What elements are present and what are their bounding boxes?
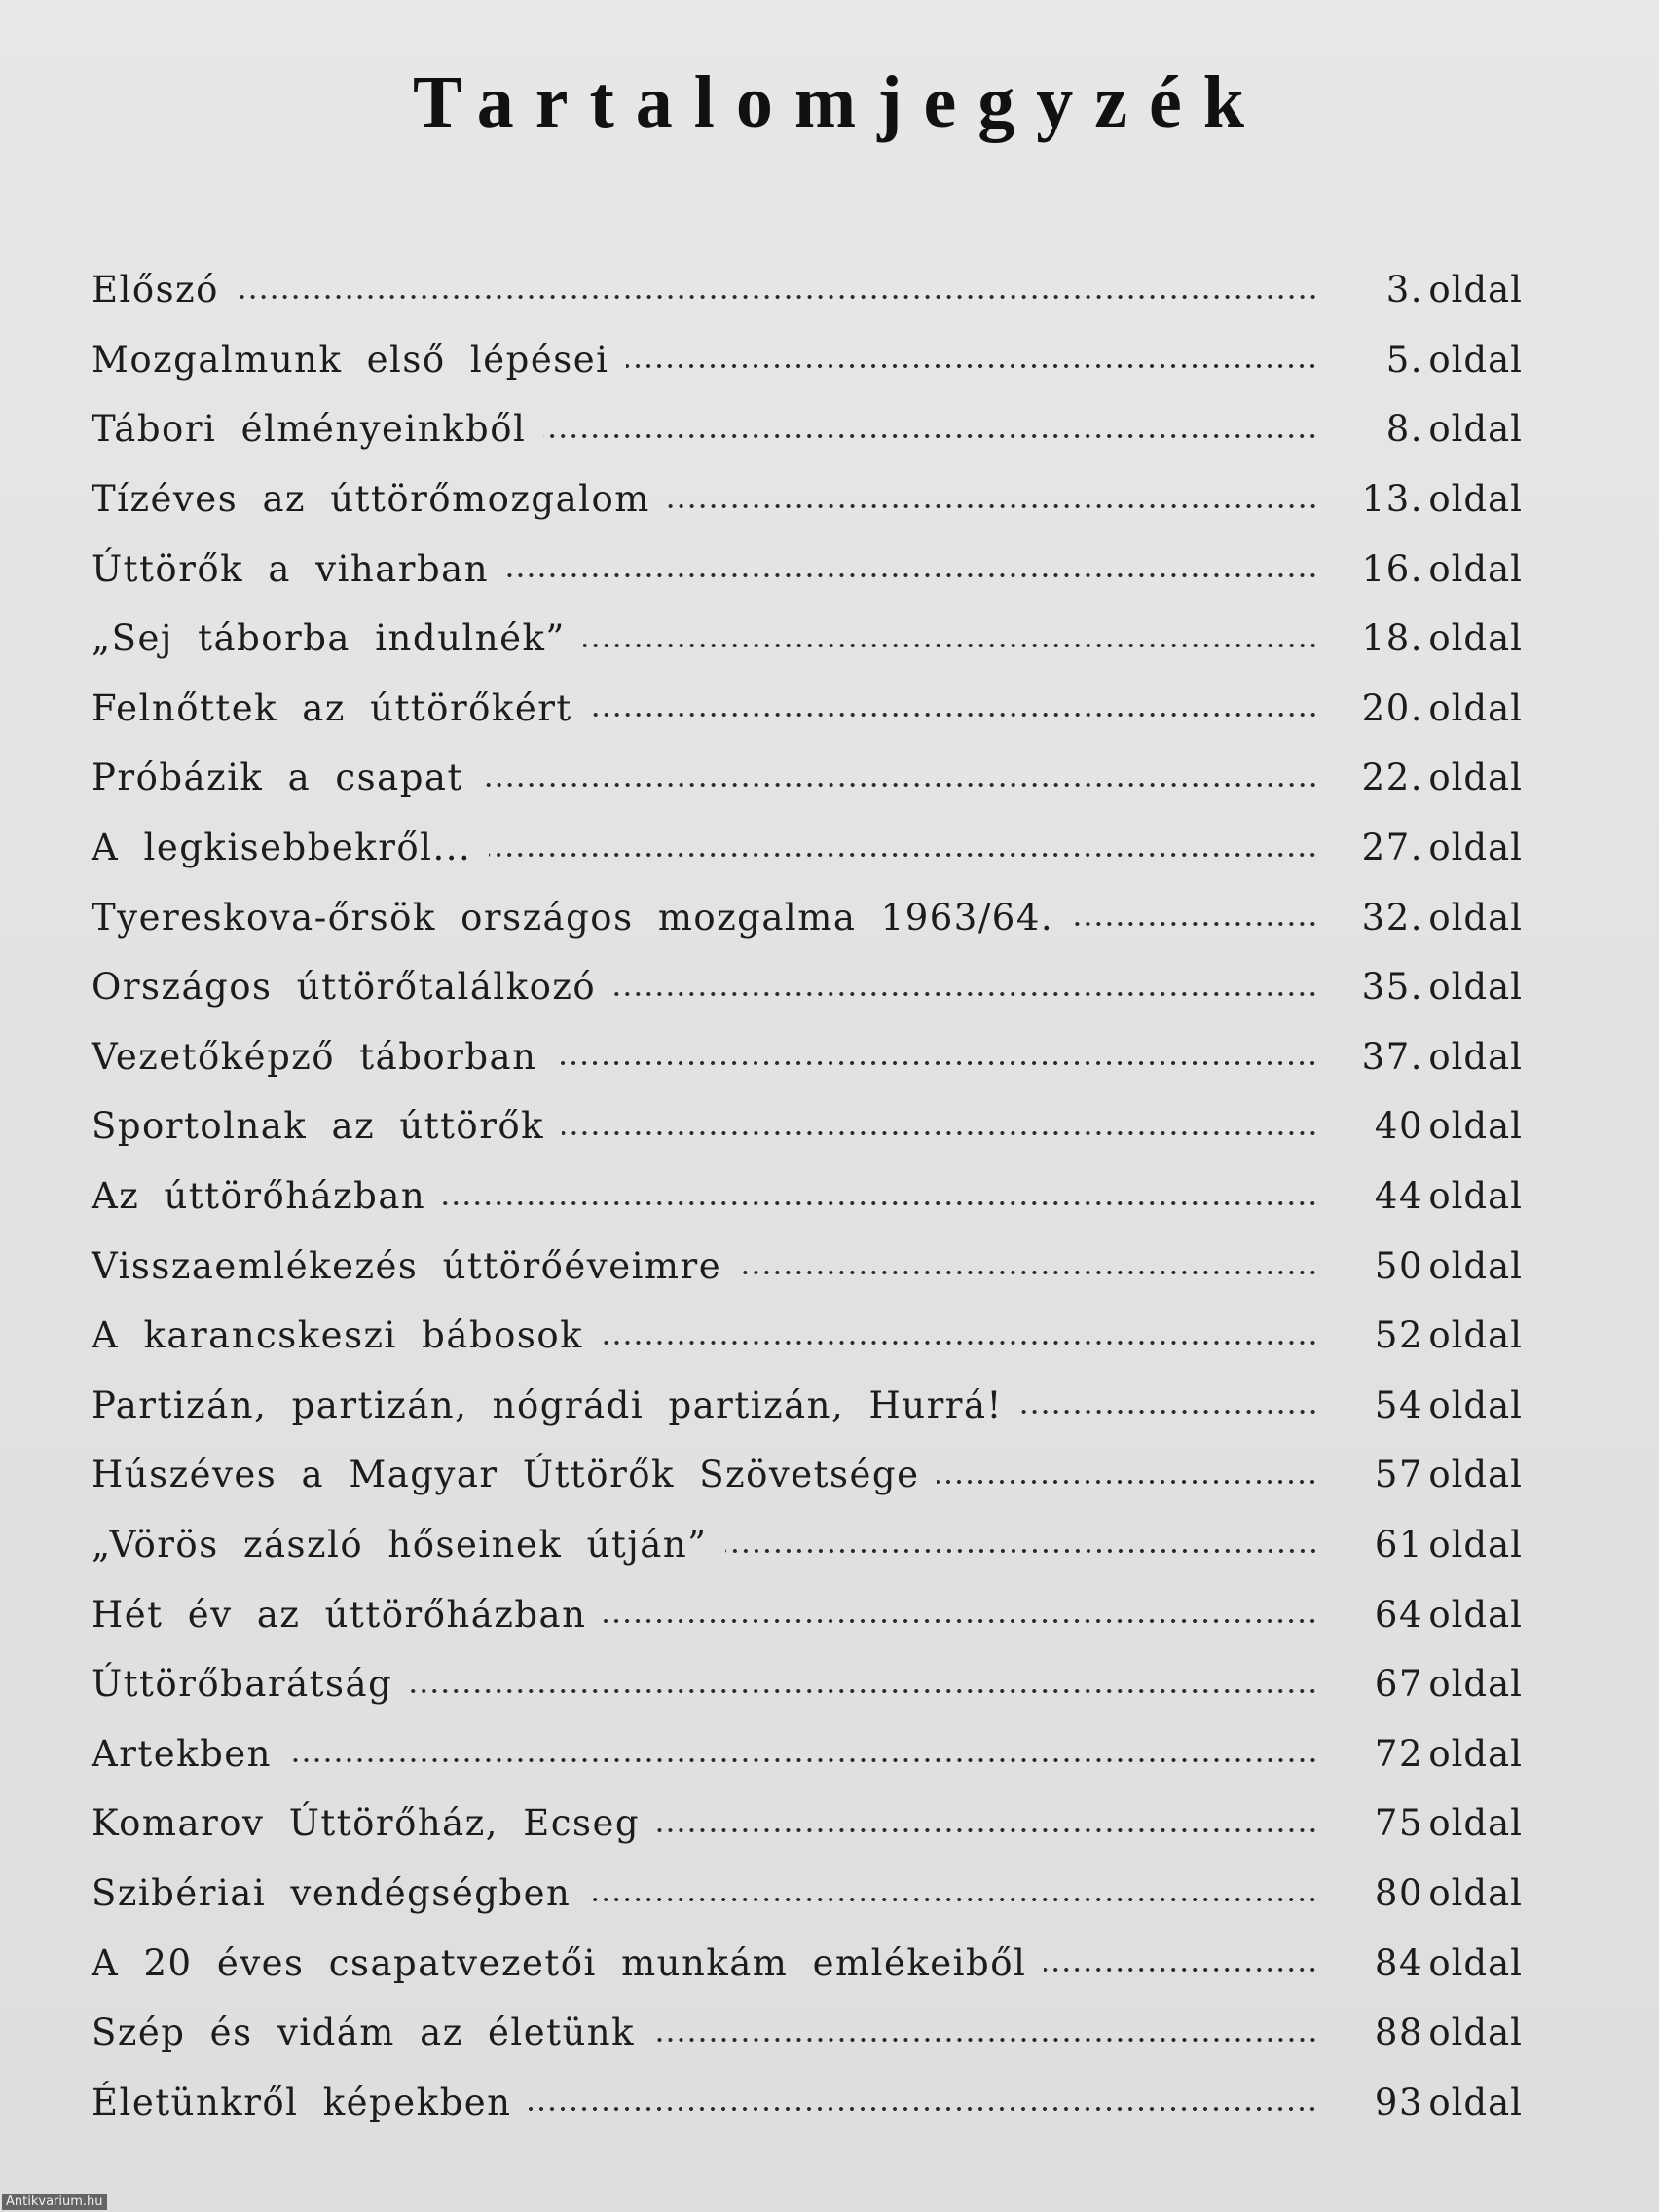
toc-entry-unit: oldal [1428,966,1523,1009]
toc-entry [92,882,1523,952]
toc-entry-title: Partizán, partizán, nógrádi partizán, Hurrá! [92,1383,1003,1426]
toc-entry-title: A karancskeszi bábosok [92,1314,584,1357]
toc-entry-title: Komarov Úttörőház, Ecseg [92,1802,641,1845]
dot-leader [529,2106,1318,2112]
toc-entry-unit: oldal [1428,1383,1523,1426]
toc-entry-page: 72 [1374,1732,1423,1775]
table-of-contents [92,255,1523,2137]
toc-entry-unit: oldal [1428,896,1523,939]
toc-entry-title: Artekben [92,1732,273,1775]
toc-entry-unit: oldal [1428,478,1523,521]
toc-entry-title: Életünkről képekben [92,2081,512,2123]
toc-entry-title: Szibériai vendégségben [92,1871,571,1914]
dot-leader [562,1130,1318,1136]
toc-entry-unit: oldal [1428,756,1523,799]
dot-leader [657,1827,1318,1833]
toc-entry-unit: oldal [1428,1454,1523,1496]
dot-leader [489,852,1318,858]
toc-entry-page: 18. [1361,617,1423,660]
toc-entry-title: Húszéves a Magyar Úttörők Szövetsége [92,1454,920,1496]
dot-leader [1044,1967,1318,1972]
toc-entry [92,1579,1523,1649]
toc-entry-title: Tyereskova-őrsök országos mozgalma 1963/64. [92,896,1054,939]
toc-entry-page: 52 [1374,1314,1423,1357]
toc-entry-title: Tábori élményeinkből [92,408,527,451]
toc-entry-page: 20. [1361,686,1423,729]
toc-entry-page: 57 [1374,1454,1423,1496]
toc-entry-unit: oldal [1428,1523,1523,1566]
toc-entry-title: Vezetőképző táborban [92,1035,537,1078]
toc-entry-title: Úttörők a viharban [92,547,490,590]
toc-entry [92,1859,1523,1929]
dot-leader [588,1897,1318,1902]
toc-entry-unit: oldal [1428,1105,1523,1148]
toc-entry [92,1928,1523,1998]
toc-entry [92,1788,1523,1859]
toc-entry [92,813,1523,883]
toc-entry [92,1161,1523,1232]
toc-entry-page: 5. [1385,338,1423,381]
toc-entry-title: Országos úttörőtalálkozó [92,966,597,1009]
toc-entry-title: „Sej táborba indulnék” [92,617,566,660]
toc-entry-page: 67 [1374,1663,1423,1706]
dot-leader [739,1270,1318,1275]
toc-entry [92,604,1523,674]
toc-entry-page: 75 [1374,1802,1423,1845]
toc-entry-title: Visszaemlékezés úttörőéveimre [92,1244,722,1287]
toc-entry-title: Felnőttek az úttörőkért [92,686,572,729]
dot-leader [237,294,1318,300]
toc-entry [92,1371,1523,1441]
toc-entry-title: Mozgalmunk első lépései [92,338,609,381]
toc-entry-page: 44 [1374,1175,1423,1218]
dot-leader [937,1479,1318,1485]
toc-entry-title: Az úttörőházban [92,1175,426,1218]
toc-entry-page: 16. [1361,547,1423,590]
toc-entry-title: Tízéves az úttörőmozgalom [92,478,650,521]
toc-entry-page: 61 [1374,1523,1423,1566]
dot-leader [668,503,1318,509]
dot-leader [543,433,1318,439]
toc-entry-unit: oldal [1428,269,1523,312]
toc-entry-unit: oldal [1428,686,1523,729]
toc-entry-page: 8. [1385,408,1423,451]
toc-entry [92,1231,1523,1301]
toc-entry-page: 84 [1374,1941,1423,1984]
dot-leader [1071,921,1318,927]
toc-entry-title: A legkisebbekről... [92,827,472,869]
toc-entry-page: 27. [1361,827,1423,869]
toc-entry [92,534,1523,604]
toc-entry-page: 35. [1361,966,1423,1009]
toc-entry [92,325,1523,395]
toc-entry-title: Előszó [92,269,219,312]
toc-entry-page: 13. [1361,478,1423,521]
toc-entry [92,674,1523,744]
dot-leader [583,643,1318,648]
toc-entry-title: Próbázik a csapat [92,756,463,799]
toc-entry-page: 3. [1385,269,1423,312]
toc-entry-page: 93 [1374,2081,1423,2123]
toc-entry-unit: oldal [1428,408,1523,451]
toc-entry-page: 54 [1374,1383,1423,1426]
toc-entry-page: 88 [1374,2011,1423,2054]
toc-entry-unit: oldal [1428,1871,1523,1914]
dot-leader [1020,1409,1318,1415]
dot-leader [554,1060,1318,1066]
toc-entry-page: 32. [1361,896,1423,939]
toc-entry [92,1301,1523,1371]
dot-leader [590,712,1318,718]
toc-entry-unit: oldal [1428,2081,1523,2123]
page-title: Tartalomjegyzék [413,61,1266,143]
toc-entry-unit: oldal [1428,547,1523,590]
toc-entry-page: 40 [1374,1105,1423,1148]
dot-leader [604,1618,1318,1624]
toc-entry-title: Úttörőbarátság [92,1663,393,1706]
toc-entry-page: 22. [1361,756,1423,799]
toc-entry-title: Szép és vidám az életünk [92,2011,636,2054]
toc-entry [92,1998,1523,2068]
toc-entry-unit: oldal [1428,1244,1523,1287]
toc-entry [92,952,1523,1022]
toc-entry-unit: oldal [1428,338,1523,381]
toc-entry-unit: oldal [1428,617,1523,660]
toc-entry [92,1649,1523,1719]
toc-entry [92,394,1523,464]
dot-leader [613,991,1318,997]
dot-leader [289,1757,1318,1763]
toc-entry [92,1510,1523,1580]
toc-entry-unit: oldal [1428,1314,1523,1357]
watermark: Antikvarium.hu [2,2194,107,2210]
toc-entry [92,743,1523,813]
dot-leader [481,782,1318,788]
toc-entry-unit: oldal [1428,1941,1523,1984]
toc-entry-title: A 20 éves csapatvezetői munkám emlékeiből [92,1941,1027,1984]
toc-entry-unit: oldal [1428,1035,1523,1078]
toc-entry-unit: oldal [1428,827,1523,869]
toc-entry [92,1091,1523,1161]
toc-entry-title: Sportolnak az úttörők [92,1105,545,1148]
toc-entry-unit: oldal [1428,1732,1523,1775]
toc-entry-unit: oldal [1428,1802,1523,1845]
dot-leader [506,572,1318,578]
toc-entry-page: 64 [1374,1593,1423,1636]
toc-entry-unit: oldal [1428,1663,1523,1706]
toc-entry [92,464,1523,535]
toc-entry [92,1440,1523,1510]
toc-entry-unit: oldal [1428,1175,1523,1218]
toc-entry [92,255,1523,325]
toc-entry-unit: oldal [1428,2011,1523,2054]
dot-leader [725,1548,1318,1554]
toc-entry [92,2067,1523,2137]
dot-leader [410,1688,1318,1694]
toc-entry-page: 37. [1361,1035,1423,1078]
toc-entry [92,1022,1523,1092]
toc-entry [92,1718,1523,1788]
dot-leader [443,1200,1318,1206]
toc-entry-page: 80 [1374,1871,1423,1914]
dot-leader [601,1340,1318,1346]
toc-entry-title: „Vörös zászló hőseinek útján” [92,1523,708,1566]
toc-entry-page: 50 [1374,1244,1423,1287]
dot-leader [652,2037,1318,2043]
dot-leader [626,363,1318,369]
toc-entry-title: Hét év az úttörőházban [92,1593,587,1636]
toc-entry-unit: oldal [1428,1593,1523,1636]
